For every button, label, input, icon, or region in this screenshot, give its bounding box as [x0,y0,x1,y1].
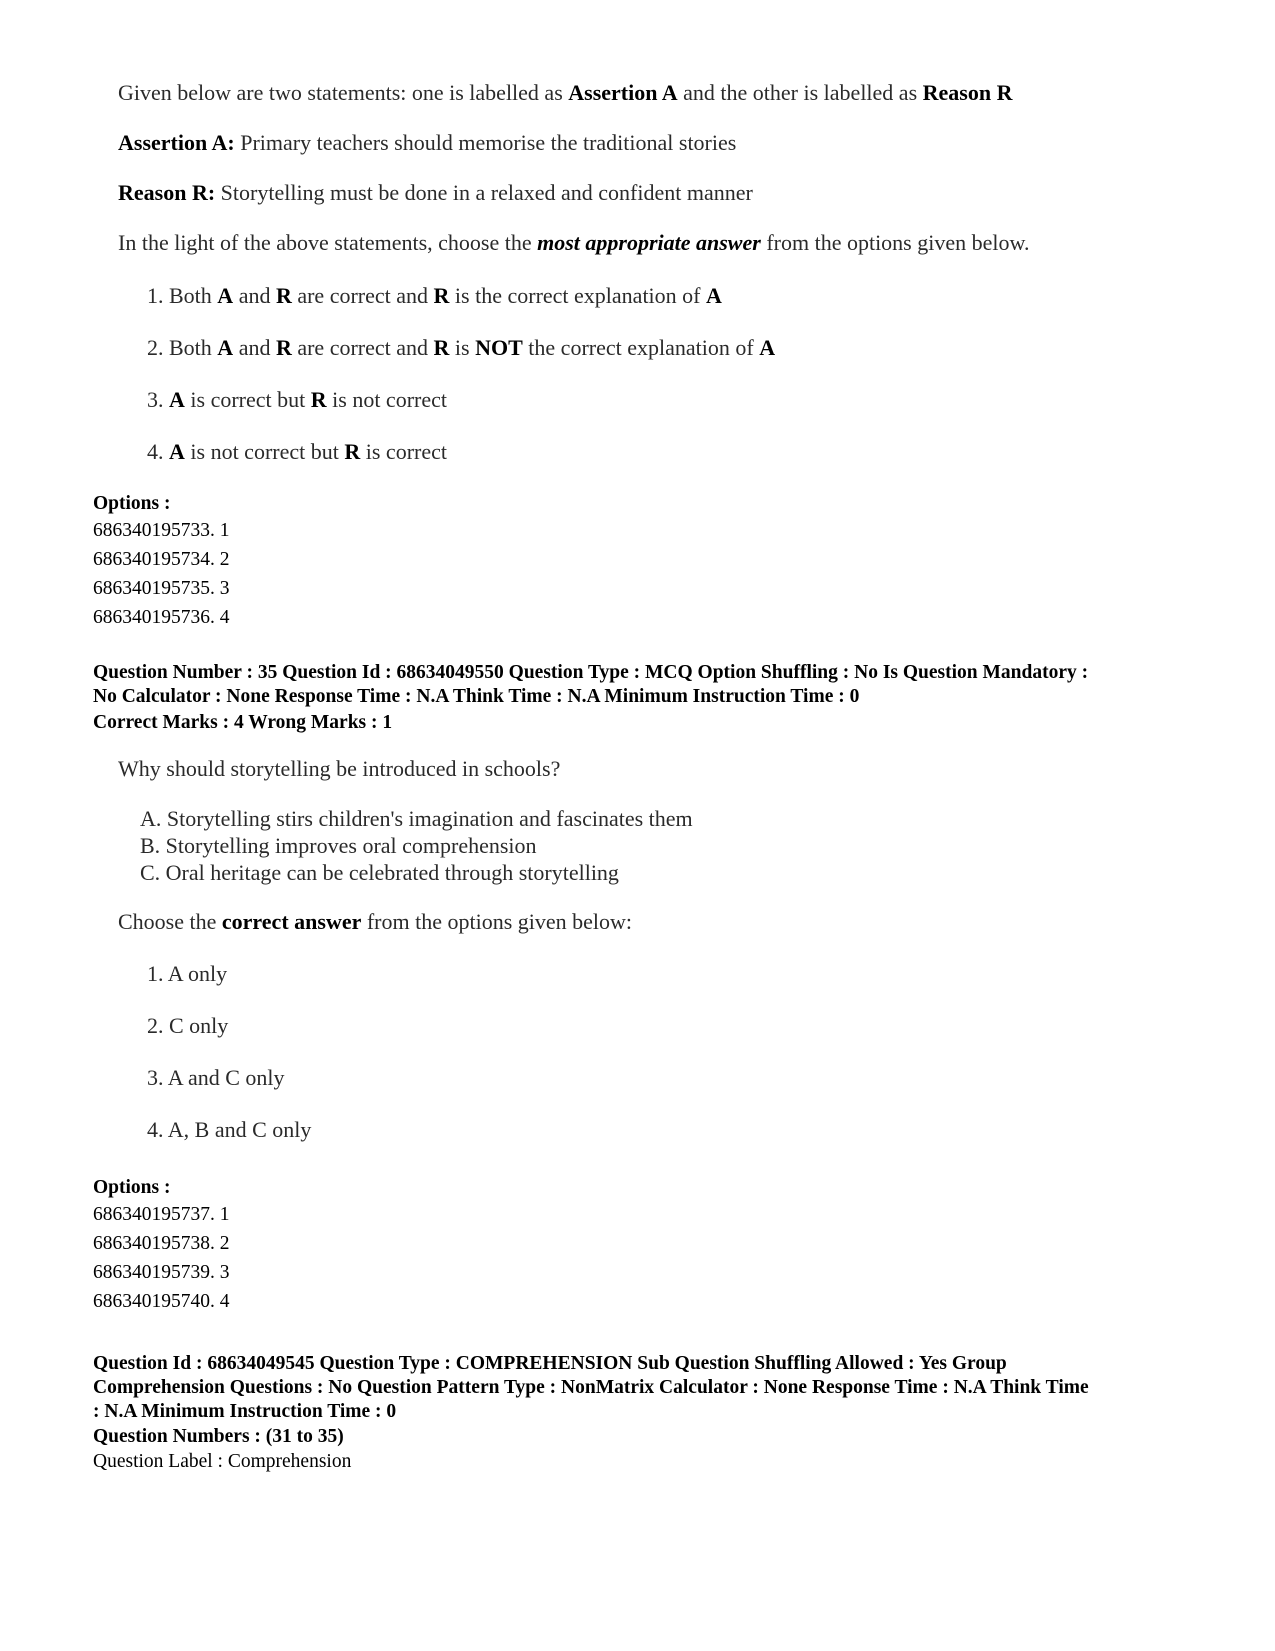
option-id: 686340195738. 2 [93,1233,230,1254]
option-id: 686340195737. 1 [93,1204,230,1225]
q34-options-label: Options : [93,493,171,514]
option-id: 686340195740. 4 [93,1291,230,1312]
q35-question: Why should storytelling be introduced in schools? [118,756,561,781]
option-id: 686340195735. 3 [93,578,230,599]
option-id: 686340195734. 2 [93,549,230,570]
option-id: 686340195739. 3 [93,1262,230,1283]
question-numbers: Question Numbers : (31 to 35) [93,1426,344,1447]
q34-choice-3: 3. A is correct but R is not correct [147,387,447,412]
option-id: 686340195736. 4 [93,607,230,628]
comprehension-metadata [93,1352,1089,1424]
q35-meta-line: No Calculator : None Response Time : N.A Think Time : N.A Minimum Instruction Time : 0 [93,686,860,707]
q34-instruction: In the light of the above statements, choose the most appropriate answer from the options given below. [118,230,1030,255]
comp-meta-line: : N.A Minimum Instruction Time : 0 [93,1401,397,1422]
q35-metadata [93,661,1088,709]
q34-choice-4: 4. A is not correct but R is correct [147,439,447,464]
question-label: Question Label : Comprehension [93,1451,352,1472]
comp-meta-line: Comprehension Questions : No Question Pattern Type : NonMatrix Calculator : None Response Time : N.A Think Time [93,1377,1089,1398]
option-id: 686340195733. 1 [93,520,230,541]
q35-choice-2: 2. C only [147,1013,229,1038]
q35-options-label: Options : [93,1177,171,1198]
q34-assertion: Assertion A: Primary teachers should memorise the traditional stories [118,130,737,155]
q35-options-list [93,1200,230,1316]
q34-choice-1: 1. Both A and R are correct and R is the correct explanation of A [147,283,722,308]
q35-statement: B. Storytelling improves oral comprehension [140,833,537,858]
q35-choice-4: 4. A, B and C only [147,1117,312,1142]
q35-meta-line: Question Number : 35 Question Id : 68634049550 Question Type : MCQ Option Shuffling : No Is Question Mandatory : [93,662,1089,683]
q35-statement: C. Oral heritage can be celebrated through storytelling [140,860,619,885]
comp-meta-line: Question Id : 68634049545 Question Type : COMPREHENSION Sub Question Shuffling Allowed : Yes Group [93,1353,1007,1374]
q35-choice-3: 3. A and C only [147,1065,285,1090]
q35-statement: A. Storytelling stirs children's imagination and fascinates them [140,806,693,831]
q35-instruction: Choose the correct answer from the options given below: [118,909,633,934]
q35-choice-1: 1. A only [147,961,228,986]
q34-options-list [93,516,230,632]
q34-reason: Reason R: Storytelling must be done in a relaxed and confident manner [118,180,753,205]
q35-marks: Correct Marks : 4 Wrong Marks : 1 [93,712,393,733]
q34-intro: Given below are two statements: one is labelled as Assertion A and the other is labelled as Reason R [118,80,1013,105]
q34-choice-2: 2. Both A and R are correct and R is NOT the correct explanation of A [147,335,776,360]
